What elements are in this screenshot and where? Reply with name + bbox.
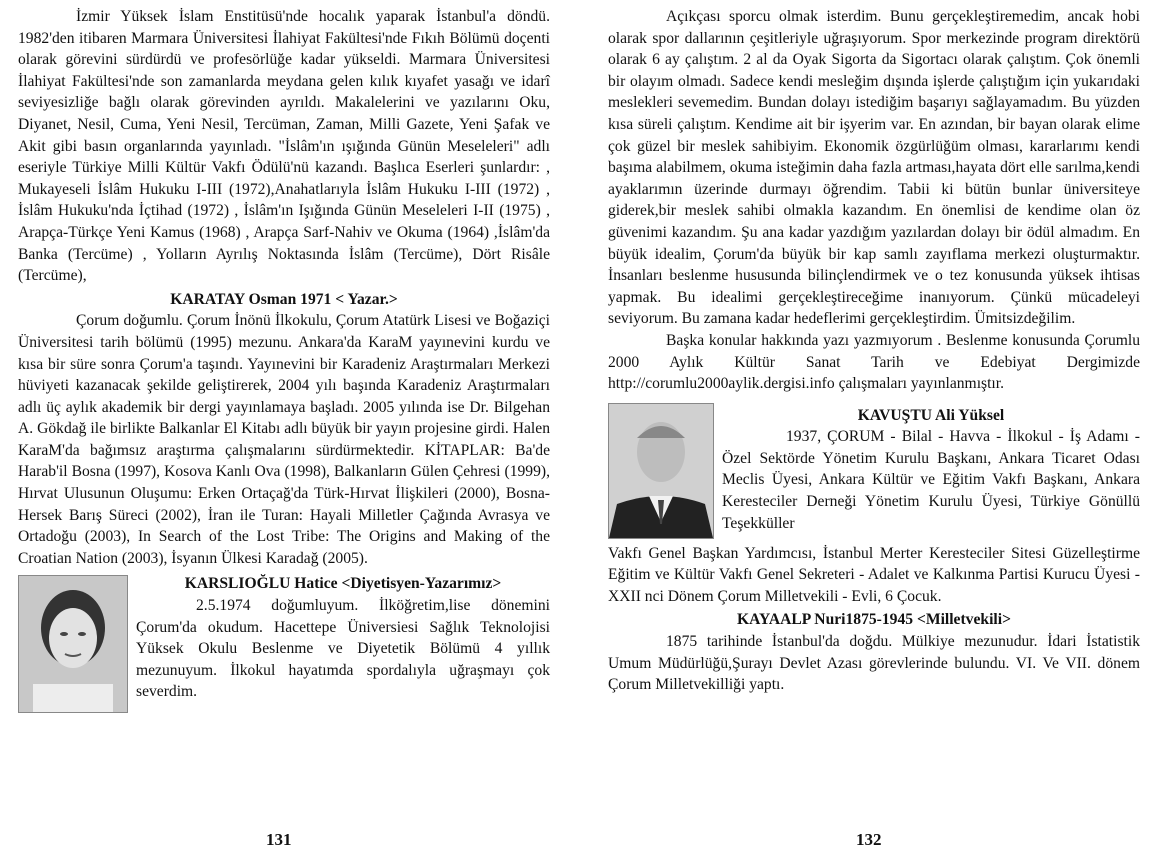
right-page — [608, 6, 1140, 696]
portrait-photo-man — [608, 403, 714, 539]
right-paragraph-2: Başka konular hakkında yazı yazmıyorum . Beslenme konusunda Çorumlu 2000 Aylık Kültür Sanat Tarih ve Edebiyat Dergimizde http://corumlu2000aylik.dergisi.info çalışmaları yayınlanmıştır. — [608, 331, 1140, 393]
entry-karslioglu — [18, 571, 550, 713]
entry-heading-karslioglu: KARSLIOĞLU Hatice <Diyetisyen-Yazarımız> — [184, 575, 502, 593]
entry-heading-kavustu: KAVUŞTU Ali Yüksel — [857, 406, 1005, 424]
right-paragraph-1: Açıkçası sporcu olmak isterdim. Bunu gerçekleştiremedim, ancak hobi olarak spor dallarının çeşitleriyle uğraşıyorum. Spor merkezinde program direktörü olarak 6 ay çalıştım. 2 al da Oyak Sigorta da Sigortacı olarak çalıştım. Çok önemli bir olayım olmadı. Sadece kendi mesleğim dışında işlerde çalıştığım için yukarıdaki meslekleri sevemedim. Bundan dolayı istediğim başarıyı sağlayamadım. Bu yüzden kısa süreli çalıştım. Kendime ait bir işyerim var. En azından, bir bayan olarak elime çok güzel bir meslek sahibiyim. Ekonomik özgürlüğüm olması, kararlarımı kendi başıma alabilmem, okuma isteğimin daha fazla artması,hayata dört elle sarılma,kendi ayaklarımın üzerinde durmayı öğrendim. Tabii ki bütün bunlar üniversiteye giderek,bir meslek sahibi olmakla kazandım. En önemlisi de kendime olan öz güvenimi kazandım. Şu ana kadar yazdığım yazılardan dolayı bir ödül almadım. En büyük idealim, Çorum'da büyük bir kap samlı zayıflama merkezi oluşturmaktır. İnsanları beslenme hususunda bilinçlendirmek ve o tez konusunda yüksek ihtisas yapmak. Bu idealimi gerçekleştireceğime inanıyorum. Çünkü mücadeleyi seviyorum. Bu zamana kadar hedeflerimi gerçekleştirdim. Ümitsizdeğilim. — [608, 8, 1140, 328]
entry-text-kayaalp: 1875 tarihinde İstanbul'da doğdu. Mülkiye mezunudur. İdari İstatistik Umum Müdürlüğü,Şurayı Devlet Azası görevlerinde bulundu. VI. Ve VII. dönem Çorum Milletvekilliği yaptı. — [608, 633, 1140, 694]
entry-heading-karatay: KARATAY Osman 1971 < Yazar.> — [170, 290, 398, 308]
entry-text-kavustu-beside: 1937, ÇORUM - Bilal - Havva - İlkokul - İş Adamı - Özel Sektörde Yönetim Kurulu Başkanı, Ankara Ticaret Odası Meclis Üyesi, Ankara Kültür ve Eğitim Vakfı Başkanı, Ankara Keresteciler Derneği Yönetim Kurulu Üyesi, Türkiye Gönüllü Teşekküller — [722, 428, 1140, 532]
page-number-right: 132 — [856, 830, 882, 849]
intro-paragraph: İzmir Yüksek İslam Enstitüsü'nde hocalık yaparak İstanbul'a döndü. 1982'den itibaren Marmara Üniversitesi İlahiyat Fakültesi'nde Fıkıh Bölümü doçenti olarak görevini sürdürdü ve profesörlüğe kadar yükseldi. Marmara Üniversitesi İlahiyat Fakültesi'nde son zamanlarda meydana gelen kılık kıyafet yasağı ve idarî seviyesizliğe bağlı olarak görevinden ayrıldı. Makalelerini ve yazılarını Oku, Diyanet, Nesil, Cuma, Yeni Nesil, Tercüman, Zaman, Milli Gazete, Yeni Şafak ve Akit gibi basın organlarında yayınladı. "İslâm'ın ışığında Günün Meseleleri" adlı eseriyle Türkiye Milli Kültür Vakfı Ödülü'nü kazandı. Başlıca Eserleri şunlardır: , Mukayeseli İslâm Hukuku I-III (1972),Anahatlarıyla İslâm Hukuku I-III (1972) , İslâm Hukuku'nda İçtihad (1972) , İslâm'ın Işığında Günün Meseleleri I-II (1975) , Arapça-Türkçe Yeni Kamus (1968) , Arapça Sarf-Nahiv ve Okuma (1964) ,İslâm'da Banka (Tercüme) , Yolların Ayrılış Noktasında İslâm (Tercüme), Dört Risâle (Tercüme), — [18, 8, 550, 285]
portrait-photo-woman — [18, 575, 128, 713]
entry-text-kavustu-below: Vakfı Genel Başkan Yardımcısı, İstanbul Merter Keresteciler Sitesi Güzelleştirme Eğitim ve Kültür Vakfı Genel Sekreteri - Adalet ve Kalkınma Partisi Kurucu Üyesi - XXII nci Dönem Çorum Milletvekili - Evli, 6 Çocuk. — [608, 544, 1140, 605]
entry-kavustu-bio — [722, 403, 1140, 539]
entry-karslioglu-bio — [136, 571, 550, 713]
entry-text-karatay: Çorum doğumlu. Çorum İnönü İlkokulu, Çorum Atatürk Lisesi ve Boğaziçi Üniversitesi tarih bölümü (1995) mezunu. Ankara'da KaraM yayınevini kurdu ve kısa bir süre sonra Çorum'a taşındı. Yayınevini bir Karadeniz Araştırmaları Merkezi hüviyeti kazanacak şekilde geliştirerek, 2004 yılı başında Karadeniz Araştırmaları adlı üç aylık akademik bir dergi yayınlamaya başladı. 2005 yılında ise Dr. Bilgehan A. Gökdağ ile birlikte Balkanlar El Kitabı adlı büyük bir yayın projesine girdi. Halen KaraM'da bağımsız araştırma çalışmalarını sürdürmektedir. KİTAPLAR: Ba'de Harab'il Bosna (1997), Kosova Kanlı Ova (1998), Balkanların Gülen Çehresi (1999), Hırvat Ulusunun Oluşumu: Erken Ortaçağ'da Türk-Hırvat İlişkileri (2000), Bosna-Hersek Barış Süreci (2002), İran ile Turan: Hayali Milletler Çağında Avrasya ve Ortadoğu (2003), In Search of the Lost Tribe: The Origins and Making of the Croatian Nation (2003), İsyanın Ülkesi Karadağ (2005). — [18, 312, 550, 567]
entry-heading-kayaalp: KAYAALP Nuri1875-1945 <Milletvekili> — [737, 611, 1011, 629]
left-page — [18, 6, 550, 713]
entry-text-karslioglu: 2.5.1974 doğumluyum. İlköğretim,lise dönemini Çorum'da okudum. Hacettepe Üniversiesi Sağlık Teknolojisi Yüksek Okulu Beslenme ve Diyetetik Bölümü 4 yıllık mezunuyum. İlkokul hayatımda spordalıyla uğraşmayı çok severdim. — [136, 597, 550, 701]
entry-kavustu — [608, 403, 1140, 539]
page-number-left: 131 — [266, 830, 292, 849]
